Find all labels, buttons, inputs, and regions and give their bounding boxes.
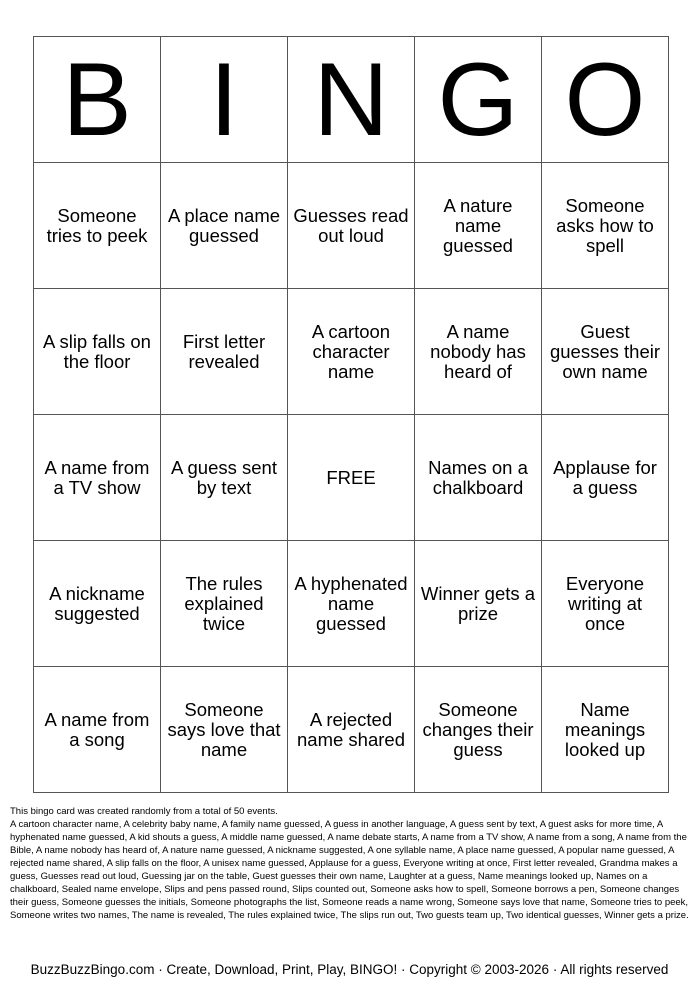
bingo-cell: A nature name guessed — [415, 163, 542, 289]
bingo-cell: A nickname suggested — [34, 541, 161, 667]
bingo-cell: A guess sent by text — [161, 415, 288, 541]
header-letter-i: I — [161, 37, 288, 163]
bingo-cell: The rules explained twice — [161, 541, 288, 667]
bingo-row — [34, 541, 669, 667]
page-footer: BuzzBuzzBingo.com · Create, Download, Print, Play, BINGO! · Copyright © 2003-2026 · All rights reserved — [30, 962, 669, 977]
bingo-row — [34, 415, 669, 541]
bingo-row — [34, 163, 669, 289]
bingo-cell: Someone tries to peek — [34, 163, 161, 289]
bingo-cell: Someone changes their guess — [415, 667, 542, 793]
header-letter-o: O — [542, 37, 669, 163]
bingo-row — [34, 667, 669, 793]
bingo-cell: Someone asks how to spell — [542, 163, 669, 289]
bingo-cell: A name from a TV show — [34, 415, 161, 541]
bingo-cell: A place name guessed — [161, 163, 288, 289]
bingo-cell: A hyphenated name guessed — [288, 541, 415, 667]
bingo-header-row — [34, 37, 669, 163]
card-info — [10, 805, 690, 922]
card-info-intro: This bingo card was created randomly from a total of 50 events. — [10, 806, 278, 817]
bingo-cell: Winner gets a prize — [415, 541, 542, 667]
bingo-card — [33, 36, 669, 793]
header-letter-g: G — [415, 37, 542, 163]
bingo-row — [34, 289, 669, 415]
bingo-cell: Guesses read out loud — [288, 163, 415, 289]
bingo-cell: Applause for a guess — [542, 415, 669, 541]
bingo-cell: A slip falls on the floor — [34, 289, 161, 415]
bingo-cell: First letter revealed — [161, 289, 288, 415]
bingo-cell: A cartoon character name — [288, 289, 415, 415]
bingo-cell: A name nobody has heard of — [415, 289, 542, 415]
header-letter-b: B — [34, 37, 161, 163]
bingo-cell: Name meanings looked up — [542, 667, 669, 793]
header-letter-n: N — [288, 37, 415, 163]
card-info-event-list: A cartoon character name, A celebrity baby name, A family name guessed, A guess in another language, A guess sent by text, A guest asks for more time, A hyphenated name guessed, A kid shouts a guess, A middle name guessed, A name debate starts, A name from a TV show, A name from a song, A name from the Bible, A name nobody has heard of, A nature name guessed, A nickname suggested, A one syllable name, A place name guessed, A popular name guessed, A rejected name shared, A slip falls on the floor, A unisex name guessed, Applause for a guess, Everyone writing at once, First letter revealed, Grandma makes a guess, Guesses read out loud, Guessing jar on the table, Guest guesses their own name, Laughter at a guess, Name meanings looked up, Names on a chalkboard, Sealed name envelope, Slips and pens passed round, Slips counted out, Someone asks how to spell, Someone borrows a pen, Someone changes their guess, Someone guesses the initials, Someone photographs the list, Someone reads a name wrong, Someone says love that name, Someone tries to peek, Someone writes two names, The name is revealed, The rules explained twice, The slips run out, Two guests team up, Two identical guesses, Winner gets a prize. — [10, 819, 689, 921]
bingo-cell: Names on a chalkboard — [415, 415, 542, 541]
bingo-cell: Everyone writing at once — [542, 541, 669, 667]
bingo-free-cell: FREE — [288, 415, 415, 541]
bingo-cell: A rejected name shared — [288, 667, 415, 793]
bingo-cell: Someone says love that name — [161, 667, 288, 793]
bingo-cell: Guest guesses their own name — [542, 289, 669, 415]
bingo-cell: A name from a song — [34, 667, 161, 793]
